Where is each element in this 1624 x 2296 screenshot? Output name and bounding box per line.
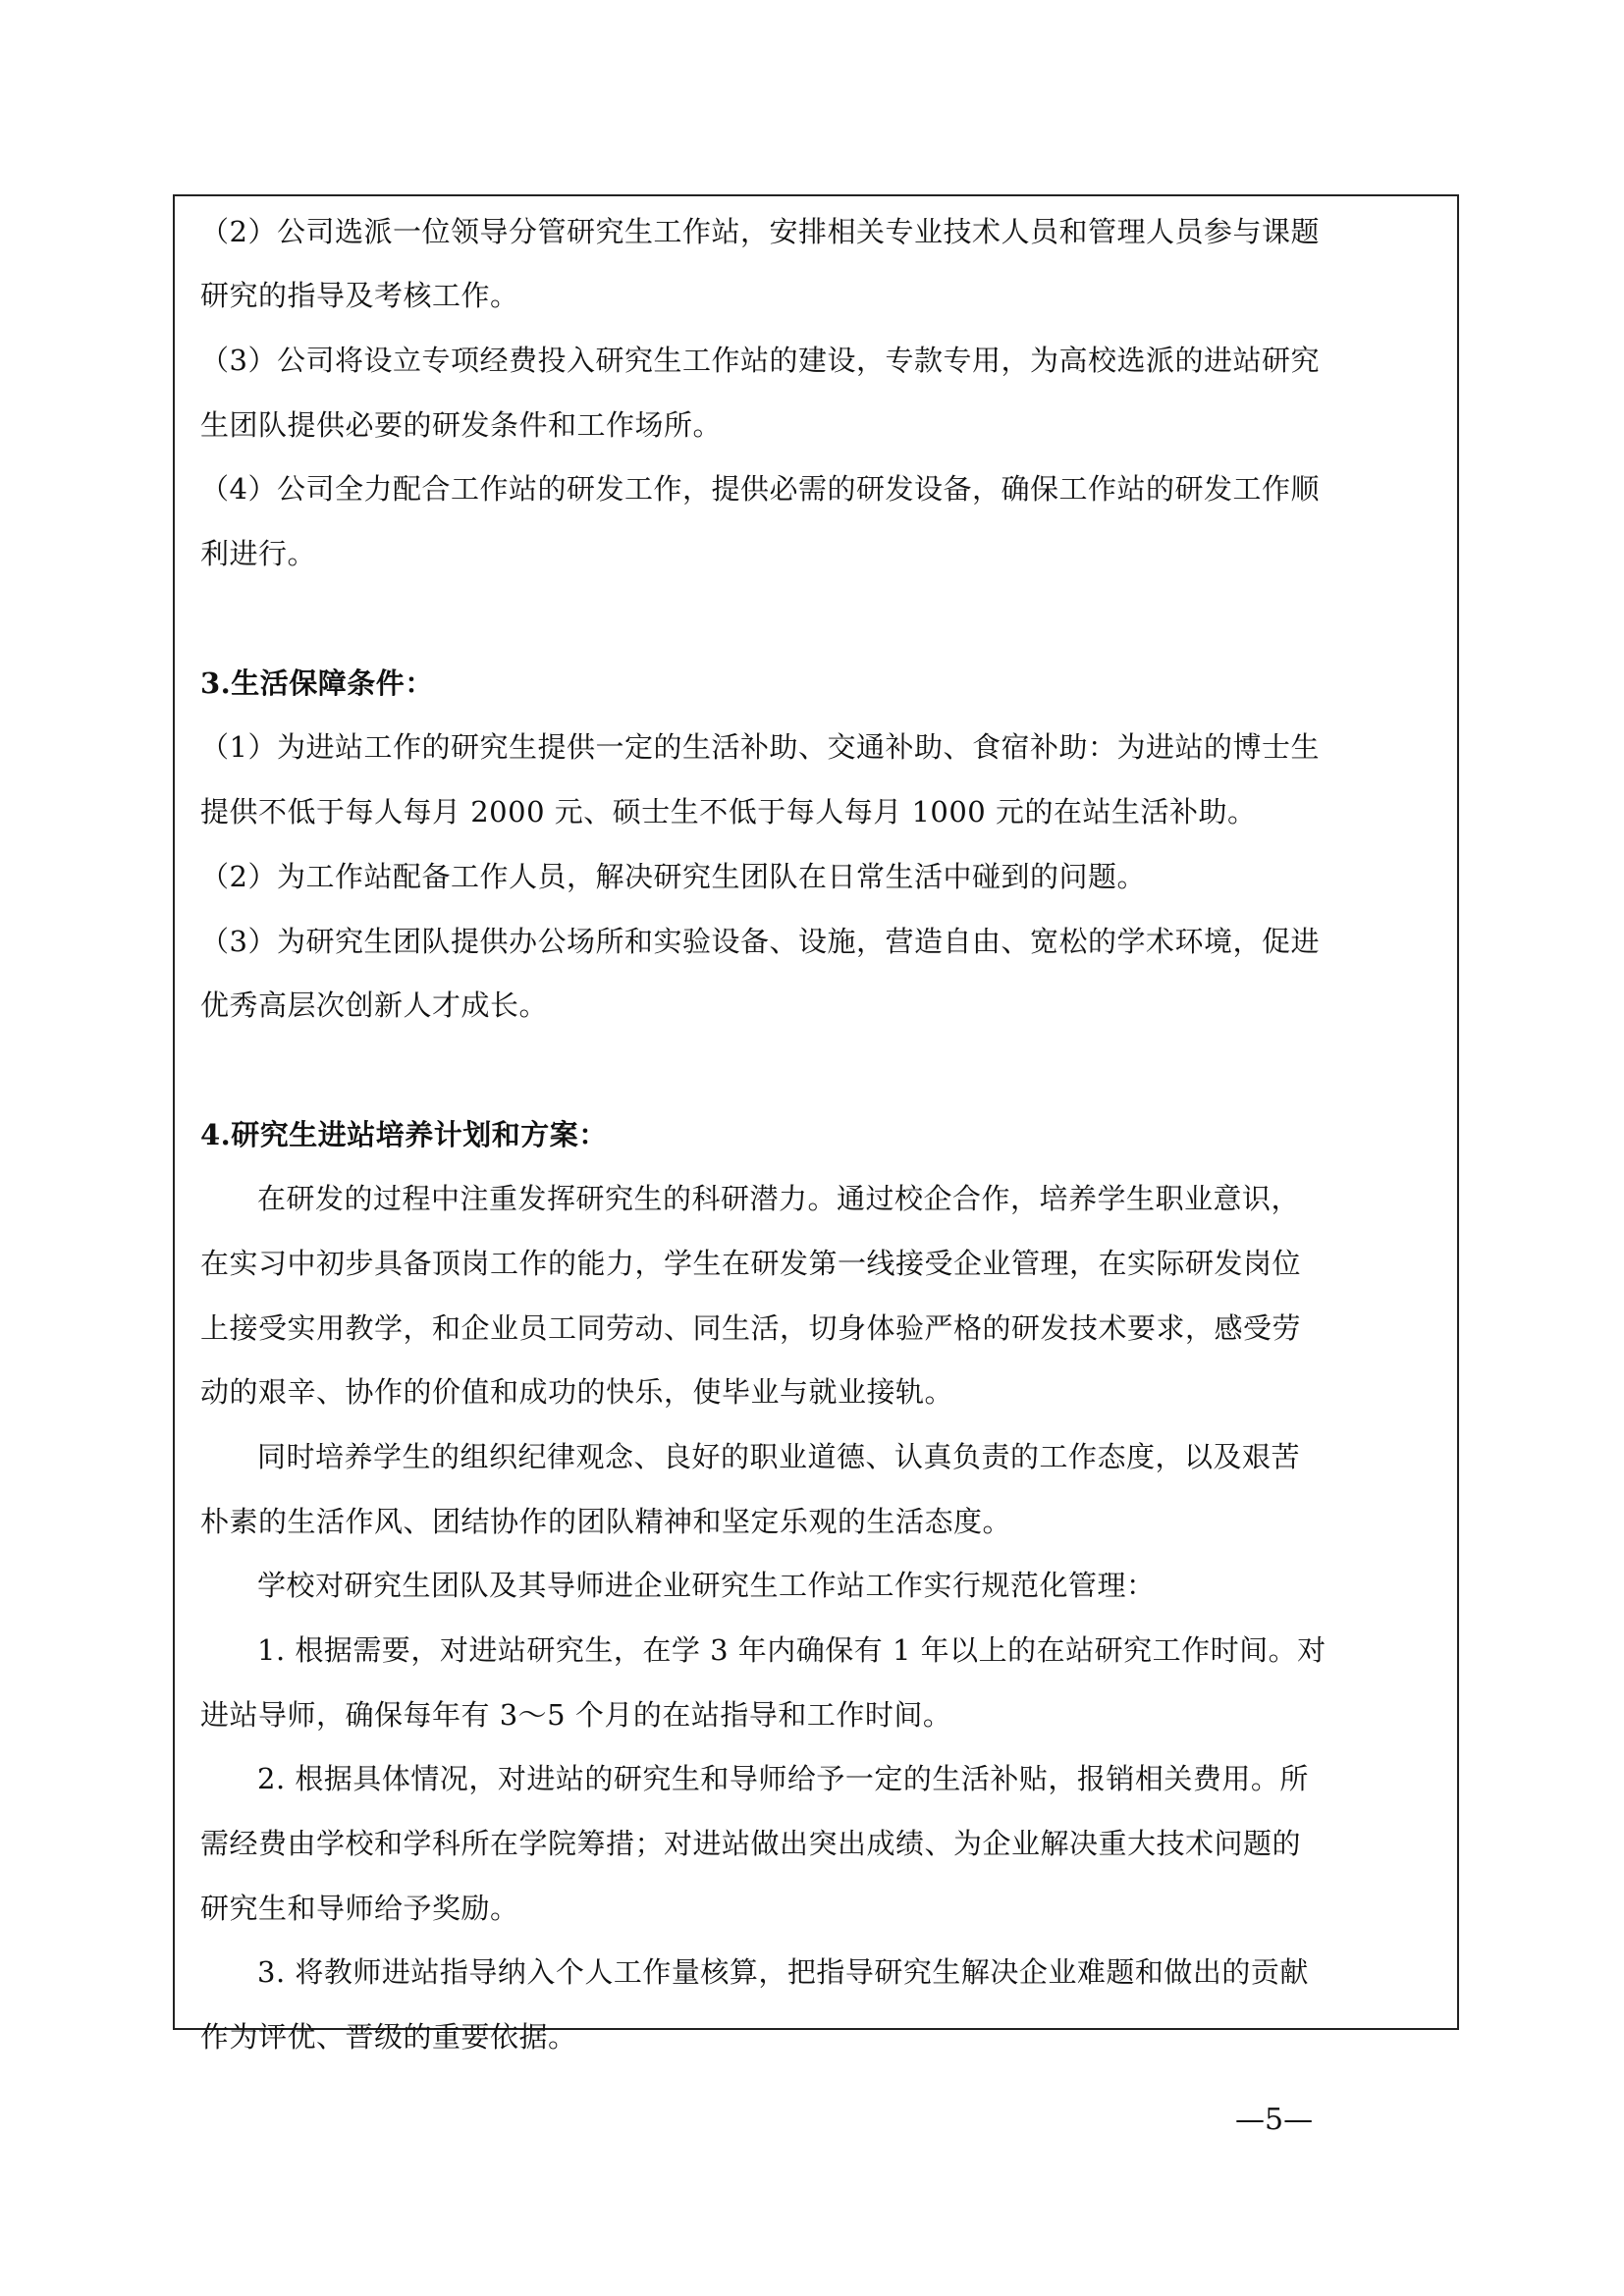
s4-p4-line2: 进站导师，确保每年有 3～5 个月的在站指导和工作时间。	[200, 1698, 952, 1732]
s4-p1-line4: 动的艰辛、协作的价值和成功的快乐，使毕业与就业接轨。	[200, 1375, 954, 1409]
s4-p6-line1: 3. 将教师进站指导纳入个人工作量核算，把指导研究生解决企业难题和做出的贡献	[257, 1955, 1309, 1989]
s4-p2-line2: 朴素的生活作风、团结协作的团队精神和坚定乐观的生活态度。	[200, 1505, 1012, 1538]
s2-item2-line1: （2）公司选派一位领导分管研究生工作站，安排相关专业技术人员和管理人员参与课题	[200, 215, 1320, 248]
s4-p5-line3: 研究生和导师给予奖励。	[200, 1892, 519, 1925]
s2-item2-line2: 研究的指导及考核工作。	[200, 279, 519, 312]
s2-item3-line1: （3）公司将设立专项经费投入研究生工作站的建设，专款专用，为高校选派的进站研究	[200, 344, 1320, 377]
page-number: —5—	[1235, 2103, 1314, 2137]
s4-p2-line1: 同时培养学生的组织纪律观念、良好的职业道德、认真负责的工作态度，以及艰苦	[257, 1440, 1301, 1473]
s4-p5-line1: 2. 根据具体情况，对进站的研究生和导师给予一定的生活补贴，报销相关费用。所	[257, 1762, 1309, 1795]
s3-item3-line2: 优秀高层次创新人才成长。	[200, 988, 549, 1022]
s2-item4-line2: 利进行。	[200, 537, 317, 570]
s4-p3-line1: 学校对研究生团队及其导师进企业研究生工作站工作实行规范化管理：	[257, 1569, 1156, 1602]
s3-item2-line1: （2）为工作站配备工作人员，解决研究生团队在日常生活中碰到的问题。	[200, 860, 1146, 893]
s4-p6-line2: 作为评优、晋级的重要依据。	[200, 2020, 577, 2054]
s2-item3-line2: 生团队提供必要的研发条件和工作场所。	[200, 408, 723, 442]
section-3-heading: 3.生活保障条件：	[200, 667, 434, 700]
section-4-heading: 4.研究生进站培养计划和方案：	[200, 1118, 608, 1151]
s3-item1-line1: （1）为进站工作的研究生提供一定的生活补助、交通补助、食宿补助：为进站的博士生	[200, 730, 1320, 764]
s2-item4-line1: （4）公司全力配合工作站的研发工作，提供必需的研发设备，确保工作站的研发工作顺	[200, 472, 1320, 506]
s3-item3-line1: （3）为研究生团队提供办公场所和实验设备、设施，营造自由、宽松的学术环境，促进	[200, 925, 1320, 958]
s4-p1-line3: 上接受实用教学，和企业员工同劳动、同生活，切身体验严格的研发技术要求，感受劳	[200, 1311, 1302, 1345]
s4-p4-line1: 1. 根据需要，对进站研究生，在学 3 年内确保有 1 年以上的在站研究工作时间。对	[257, 1633, 1326, 1667]
s4-p5-line2: 需经费由学校和学科所在学院筹措；对进站做出突出成绩、为企业解决重大技术问题的	[200, 1827, 1302, 1860]
s4-p1-line2: 在实习中初步具备顶岗工作的能力，学生在研发第一线接受企业管理，在实际研发岗位	[200, 1247, 1302, 1280]
s4-p1-line1: 在研发的过程中注重发挥研究生的科研潜力。通过校企合作，培养学生职业意识，	[257, 1182, 1301, 1215]
s3-item1-line2: 提供不低于每人每月 2000 元、硕士生不低于每人每月 1000 元的在站生活补助。	[200, 795, 1257, 828]
